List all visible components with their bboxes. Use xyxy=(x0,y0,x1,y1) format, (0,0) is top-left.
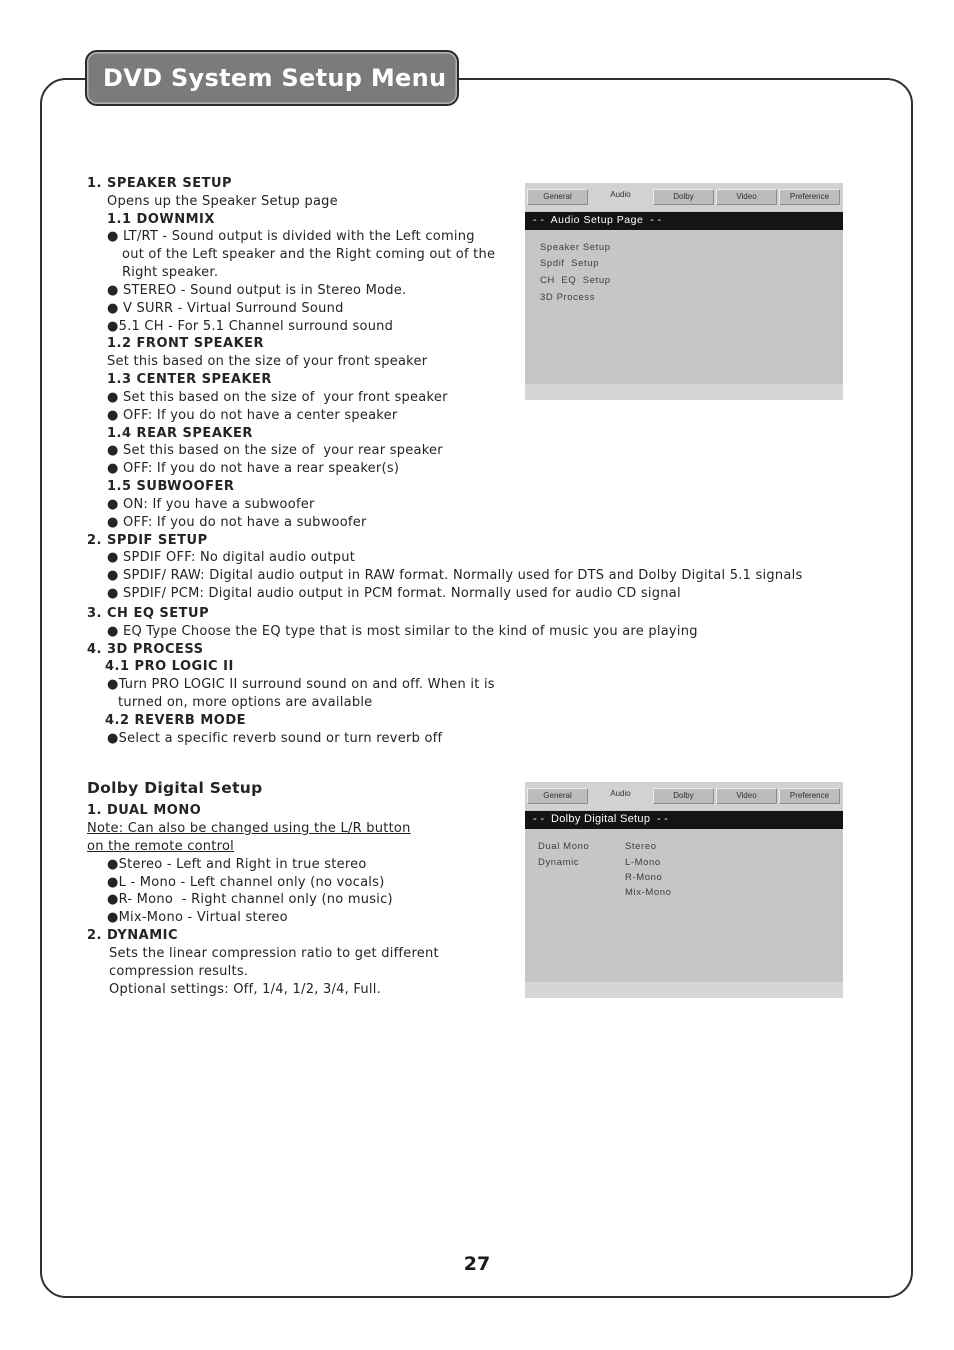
tab-audio: Audio xyxy=(610,789,631,798)
pro-logic-line: ●Turn PRO LOGIC II surround sound on and off. When it is xyxy=(107,677,495,693)
option-mix-mono: Mix-Mono xyxy=(625,887,672,899)
dual-mono-note: on the remote control xyxy=(87,838,235,854)
dynamic-line: Sets the linear compression ratio to get different xyxy=(109,946,439,962)
screen-title-bar: - - Audio Setup Page - - xyxy=(525,212,843,230)
rear-speaker-heading: 1.4 REAR SPEAKER xyxy=(107,425,253,441)
tab-audio: Audio xyxy=(610,190,631,199)
menu-item-3d-process: 3D Process xyxy=(540,291,596,303)
tab-video: Video xyxy=(716,189,777,205)
rear-speaker-line: ● Set this based on the size of your rear speaker xyxy=(107,443,443,459)
center-speaker-line: ● Set this based on the size of your front speaker xyxy=(107,389,448,405)
downmix-line: ● V SURR - Virtual Surround Sound xyxy=(107,300,344,316)
downmix-heading: 1.1 DOWNMIX xyxy=(107,211,215,227)
header-tab xyxy=(85,50,459,106)
menu-item-dynamic: Dynamic xyxy=(538,856,580,868)
downmix-line: Right speaker. xyxy=(122,265,219,281)
menu-item-spdif-setup: Spdif Setup xyxy=(540,258,599,270)
dual-mono-line: ●Mix-Mono - Virtual stereo xyxy=(107,910,288,926)
pro-logic-line: turned on, more options are available xyxy=(118,695,373,711)
menu-item-speaker-setup: Speaker Setup xyxy=(540,241,611,253)
subwoofer-line: ● OFF: If you do not have a subwoofer xyxy=(107,514,367,530)
tab-video: Video xyxy=(716,788,777,804)
screen-bottom-bar xyxy=(525,982,843,998)
dolby-digital-setup-title: Dolby Digital Setup xyxy=(87,779,263,797)
pro-logic-heading: 4.1 PRO LOGIC II xyxy=(105,659,234,675)
center-speaker-line: ● OFF: If you do not have a center speaker xyxy=(107,407,398,423)
dolby-setup-screenshot xyxy=(525,782,843,998)
dual-mono-note: Note: Can also be changed using the L/R button xyxy=(87,820,411,836)
screen-title-bar: - - Dolby Digital Setup - - xyxy=(525,811,843,829)
page-title: DVD System Setup Menu xyxy=(103,64,447,92)
downmix-line: ●5.1 CH - For 5.1 Channel surround sound xyxy=(107,318,394,334)
dual-mono-line: ●L - Mono - Left channel only (no vocals) xyxy=(107,874,385,890)
screen-bottom-bar xyxy=(525,384,843,400)
dynamic-line: Optional settings: Off, 1/4, 1/2, 3/4, Full. xyxy=(109,981,382,997)
tab-bar xyxy=(525,782,843,810)
tab-dolby: Dolby xyxy=(653,788,714,804)
ch-eq-line: ● EQ Type Choose the EQ type that is most similar to the kind of music you are playing xyxy=(107,623,698,639)
option-l-mono: L-Mono xyxy=(625,856,661,868)
dual-mono-line: ●R- Mono - Right channel only (no music) xyxy=(107,892,393,908)
tab-preference: Preference xyxy=(779,189,840,205)
speaker-setup-heading: 1. SPEAKER SETUP xyxy=(87,176,233,191)
spdif-line: ● SPDIF/ RAW: Digital audio output in RAW format. Normally used for DTS and Dolby Digital 5.1 signals xyxy=(107,568,803,584)
front-speaker-heading: 1.2 FRONT SPEAKER xyxy=(107,336,265,352)
downmix-line: ● LT/RT - Sound output is divided with the Left coming xyxy=(107,229,475,245)
spdif-line: ● SPDIF/ PCM: Digital audio output in PCM format. Normally used for audio CD signal xyxy=(107,586,681,602)
page-number: 27 xyxy=(463,1253,491,1275)
dynamic-heading: 2. DYNAMIC xyxy=(87,928,179,944)
rear-speaker-line: ● OFF: If you do not have a rear speaker(s) xyxy=(107,461,400,477)
3d-process-heading: 4. 3D PROCESS xyxy=(87,641,204,657)
tab-preference: Preference xyxy=(779,788,840,804)
spdif-setup-heading: 2. SPDIF SETUP xyxy=(87,532,208,548)
dual-mono-line: ●Stereo - Left and Right in true stereo xyxy=(107,856,367,872)
downmix-line: ● STEREO - Sound output is in Stereo Mode. xyxy=(107,282,407,298)
menu-item-ch-eq-setup: CH EQ Setup xyxy=(540,274,611,286)
downmix-line: out of the Left speaker and the Right coming out of the xyxy=(122,247,496,263)
reverb-mode-heading: 4.2 REVERB MODE xyxy=(105,712,246,728)
subwoofer-line: ● ON: If you have a subwoofer xyxy=(107,496,315,512)
screen-menu xyxy=(540,240,611,307)
subwoofer-heading: 1.5 SUBWOOFER xyxy=(107,479,235,495)
tab-dolby: Dolby xyxy=(653,189,714,205)
dual-mono-heading: 1. DUAL MONO xyxy=(87,803,202,818)
tab-general: General xyxy=(527,189,588,205)
reverb-mode-line: ●Select a specific reverb sound or turn reverb off xyxy=(107,730,443,746)
tab-bar xyxy=(525,183,843,211)
dynamic-line: compression results. xyxy=(109,964,249,980)
tab-general: General xyxy=(527,788,588,804)
speaker-setup-intro: Opens up the Speaker Setup page xyxy=(107,193,338,209)
audio-setup-screenshot xyxy=(525,183,843,400)
option-list xyxy=(625,839,672,901)
spdif-line: ● SPDIF OFF: No digital audio output xyxy=(107,550,356,566)
menu-item-dual-mono: Dual Mono xyxy=(538,841,590,853)
center-speaker-heading: 1.3 CENTER SPEAKER xyxy=(107,372,272,388)
front-speaker-line: Set this based on the size of your front speaker xyxy=(107,354,428,370)
screen-menu xyxy=(538,839,589,870)
option-r-mono: R-Mono xyxy=(625,872,663,884)
option-stereo: Stereo xyxy=(625,841,657,853)
ch-eq-setup-heading: 3. CH EQ SETUP xyxy=(87,605,210,621)
